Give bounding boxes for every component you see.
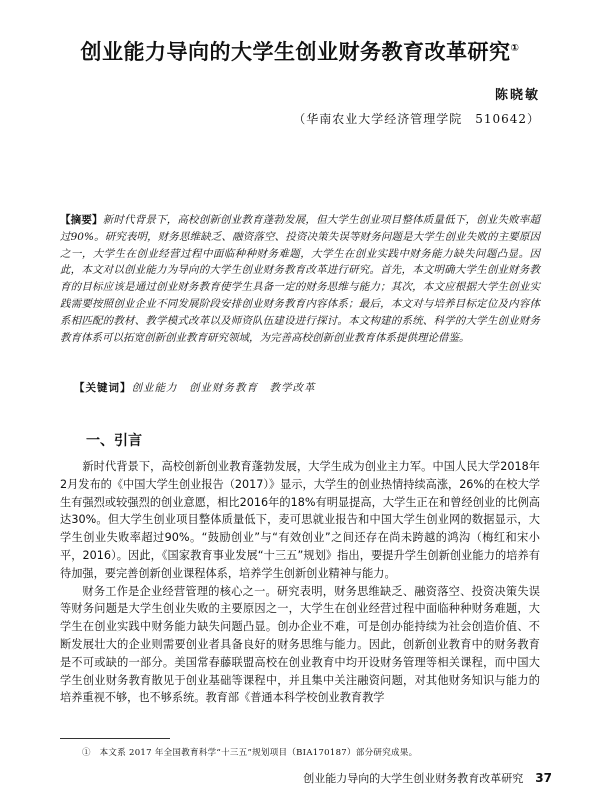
section-heading: 一、引言 <box>86 433 142 449</box>
abstract-text: 新时代背景下，高校创新创业教育蓬勃发展，但大学生创业项目整体质量低下，创业失败率超过90%。研究表明，财务思维缺乏、融资落空、投资决策失误等财务问题是大学生创业失败的主要原因之一，大学生在创业经营过程中面临种种财务难题，大学生在创业实践中财务能力缺失问题凸显。因此，本文对以创业能力为导向的大学生创业财务教育改革进行研究。首先，本文明确大学生创业财务教育的目标应该是通过创业财务教育使学生具备一定的财务思维与能力；其次，本文应根据大学生创业实践需要按照创业企业不同发展阶段安排创业财务教育内容体系；最后，本文对与培养目标定位及内容体系相匹配的教材、教学模式改革以及师资队伍建设进行探讨。本文构建的系统、科学的大学生创业财务教育体系可以拓宽创新创业教育研究领域，为完善高校创新创业教育体系提供理论借鉴。 <box>60 214 541 344</box>
body-paragraph: 财务工作是企业经营管理的核心之一。研究表明，财务思维缺乏、融资落空、投资决策失误等财务问题是大学生创业失败的主要原因之一，大学生在创业经营过程中面临种种财务难题，大学生在创业实践中财务能力缺失问题凸显。创办企业不难，可是创办能持续为社会创造价值、不断发展壮大的企业则需要创业者具备良好的财务思维与能力。因此，创新创业教育中的财务教育是不可或缺的一部分。美国常春藤联盟高校在创业教育中均开设财务管理等相关课程，而中国大学生创业财务教育散见于创业基础等课程中，并且集中关注融资问题，对其他财务知识与能力的培养重视不够，也不够系统。教育部《普通本科学校创业教育教学 <box>60 584 540 705</box>
keywords <box>74 380 540 395</box>
keywords-label: 【关键词】 <box>74 382 132 394</box>
page-number: 37 <box>535 771 552 785</box>
author-name: 陈晓敏 <box>494 88 540 103</box>
body-text <box>60 458 540 707</box>
keywords-text: 创业能力 创业财务教育 教学改革 <box>131 382 316 394</box>
footnote: ① 本文系 2017 年全国教育科学“十三五”规划项目（BIA170187）部分研究成果。 <box>82 748 418 758</box>
abstract <box>60 212 540 346</box>
body-paragraph: 新时代背景下，高校创新创业教育蓬勃发展，大学生成为创业主力军。中国人民大学2018年2月发布的《中国大学生创业报告（2017）》显示，大学生的创业热情持续高涨，26%的在校大学生有强烈或较强烈的创业意愿，相比2016年的18%有明显提高，大学生正在和曾经创业的比例高达30%。但大学生创业项目整体质量低下，麦可思就业报告和中国大学生创业网的数据显示，大学生创业失败率超过90%。“鼓励创业”与“有效创业”之间还存在尚未跨越的鸿沟（梅红和宋小平，2016）。因此，《国家教育事业发展“十三五”规划》指出，要提升学生创新创业能力的培养有待加强，要完善创新创业课程体系，培养学生创新创业精神与能力。 <box>60 460 540 580</box>
running-footer <box>303 770 552 786</box>
title-footnote-marker: ① <box>510 43 520 54</box>
abstract-label: 【摘要】 <box>60 214 103 226</box>
author-affiliation: （华南农业大学经济管理学院 510642） <box>293 112 540 126</box>
footnote-divider <box>60 738 170 739</box>
page-title <box>0 36 600 66</box>
running-title: 创业能力导向的大学生创业财务教育改革研究 <box>303 772 524 785</box>
title-text: 创业能力导向的大学生创业财务教育改革研究 <box>80 40 511 64</box>
